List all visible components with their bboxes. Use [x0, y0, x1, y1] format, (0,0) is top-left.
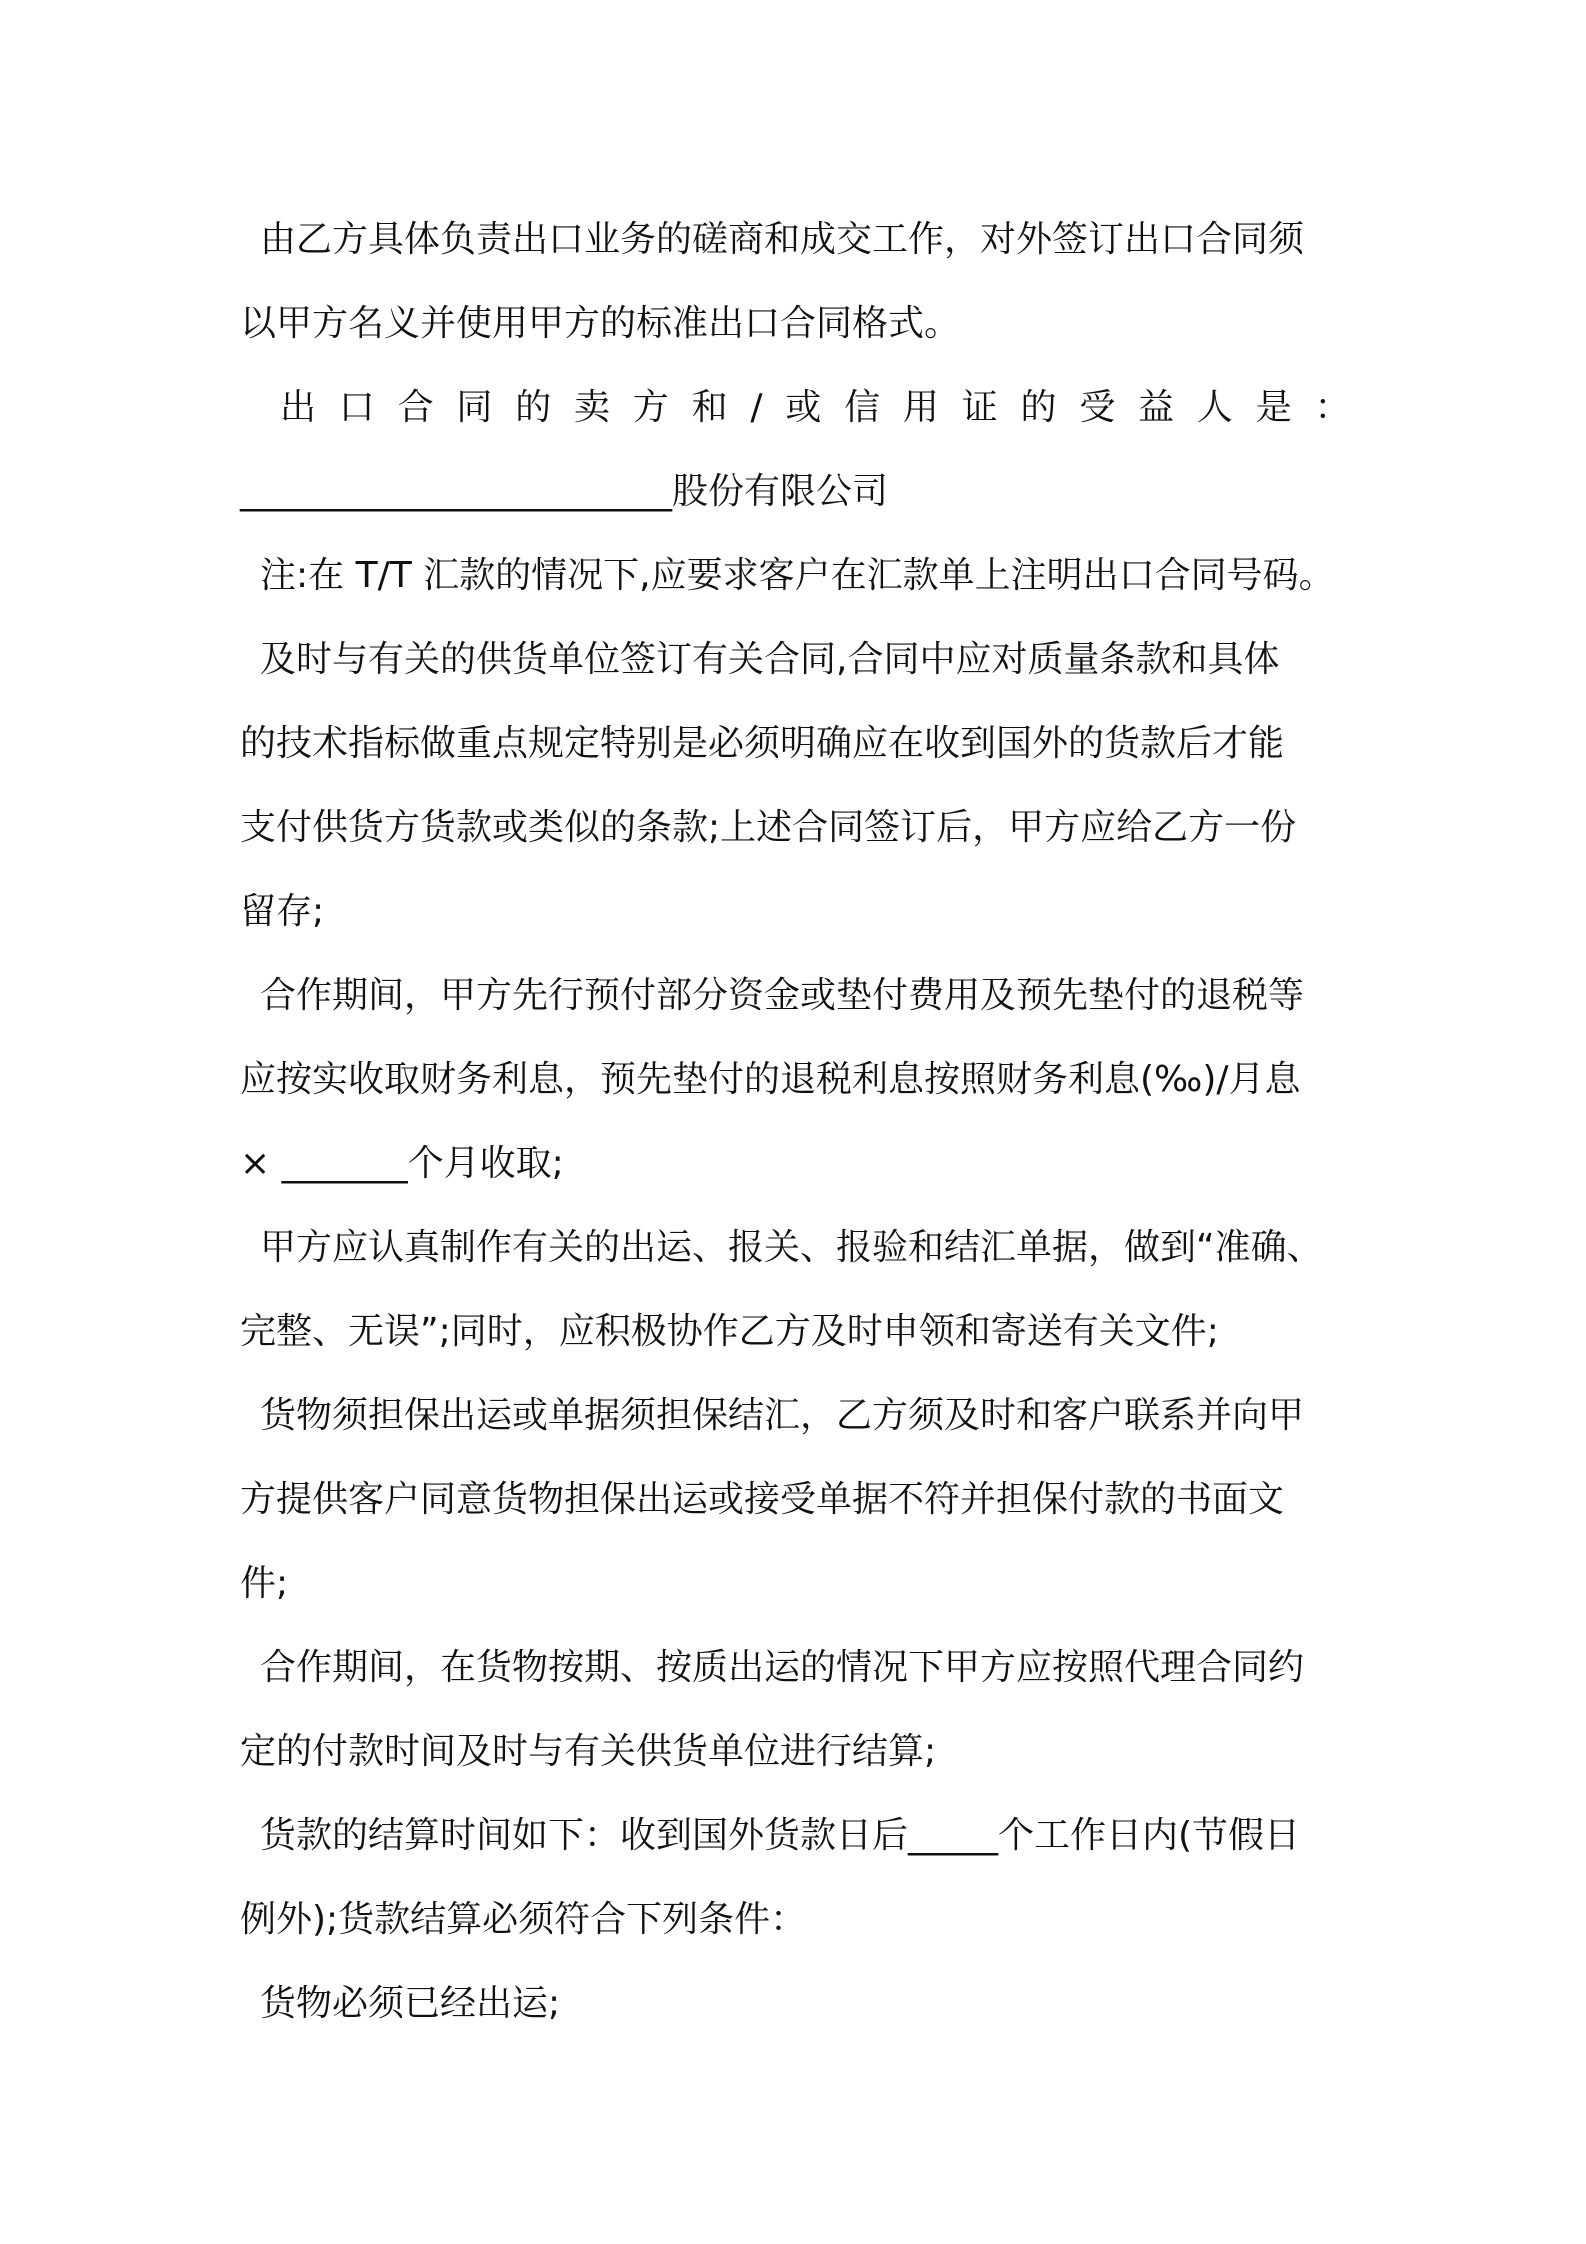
text-line: 合作期间，在货物按期、按质出运的情况下甲方应按照代理合同约	[260, 1647, 1305, 1688]
text-line: 货物须担保出运或单据须担保结汇，乙方须及时和客户联系并向甲	[260, 1395, 1305, 1436]
text-line: 应按实收取财务利息，预先垫付的退税利息按照财务利息(‰)/月息	[240, 1059, 1301, 1100]
text-line: 由乙方具体负责出口业务的磋商和成交工作，对外签订出口合同须	[260, 219, 1305, 260]
text-line: 及时与有关的供货单位签订有关合同,合同中应对质量条款和具体	[260, 639, 1280, 680]
text-line: 合作期间，甲方先行预付部分资金或垫付费用及预先垫付的退税等	[260, 975, 1305, 1016]
text-line: 以甲方名义并使用甲方的标准出口合同格式。	[240, 303, 961, 344]
text-line: 甲方应认真制作有关的出运、报关、报验和结汇单据，做到“准确、	[260, 1227, 1323, 1268]
text-line: × _______个月收取;	[240, 1143, 564, 1184]
text-line: 出口合同的卖方和/或信用证的受益人是：	[280, 387, 1374, 428]
text-line: 的技术指标做重点规定特别是必须明确应在收到国外的货款后才能	[240, 723, 1285, 764]
text-line: 例外);货款结算必须符合下列条件：	[240, 1899, 807, 1940]
contract-text	[240, 198, 1374, 2046]
text-line: 支付供货方货款或类似的条款;上述合同签订后，甲方应给乙方一份	[240, 807, 1297, 848]
text-line: 完整、无误”;同时，应积极协作乙方及时申领和寄送有关文件;	[240, 1311, 1219, 1352]
text-line: 注:在 T/T 汇款的情况下,应要求客户在汇款单上注明出口合同号码。	[260, 555, 1335, 596]
text-line: 方提供客户同意货物担保出运或接受单据不符并担保付款的书面文	[240, 1479, 1285, 1520]
text-line: 定的付款时间及时与有关供货单位进行结算;	[240, 1731, 937, 1772]
text-line: 货款的结算时间如下：收到国外货款日后_____个工作日内(节假日	[260, 1815, 1301, 1856]
text-line: 留存;	[240, 891, 325, 932]
text-line: ________________________股份有限公司	[240, 471, 889, 512]
text-line: 件;	[240, 1563, 289, 1604]
text-line: 货物必须已经出运;	[260, 1983, 561, 2024]
